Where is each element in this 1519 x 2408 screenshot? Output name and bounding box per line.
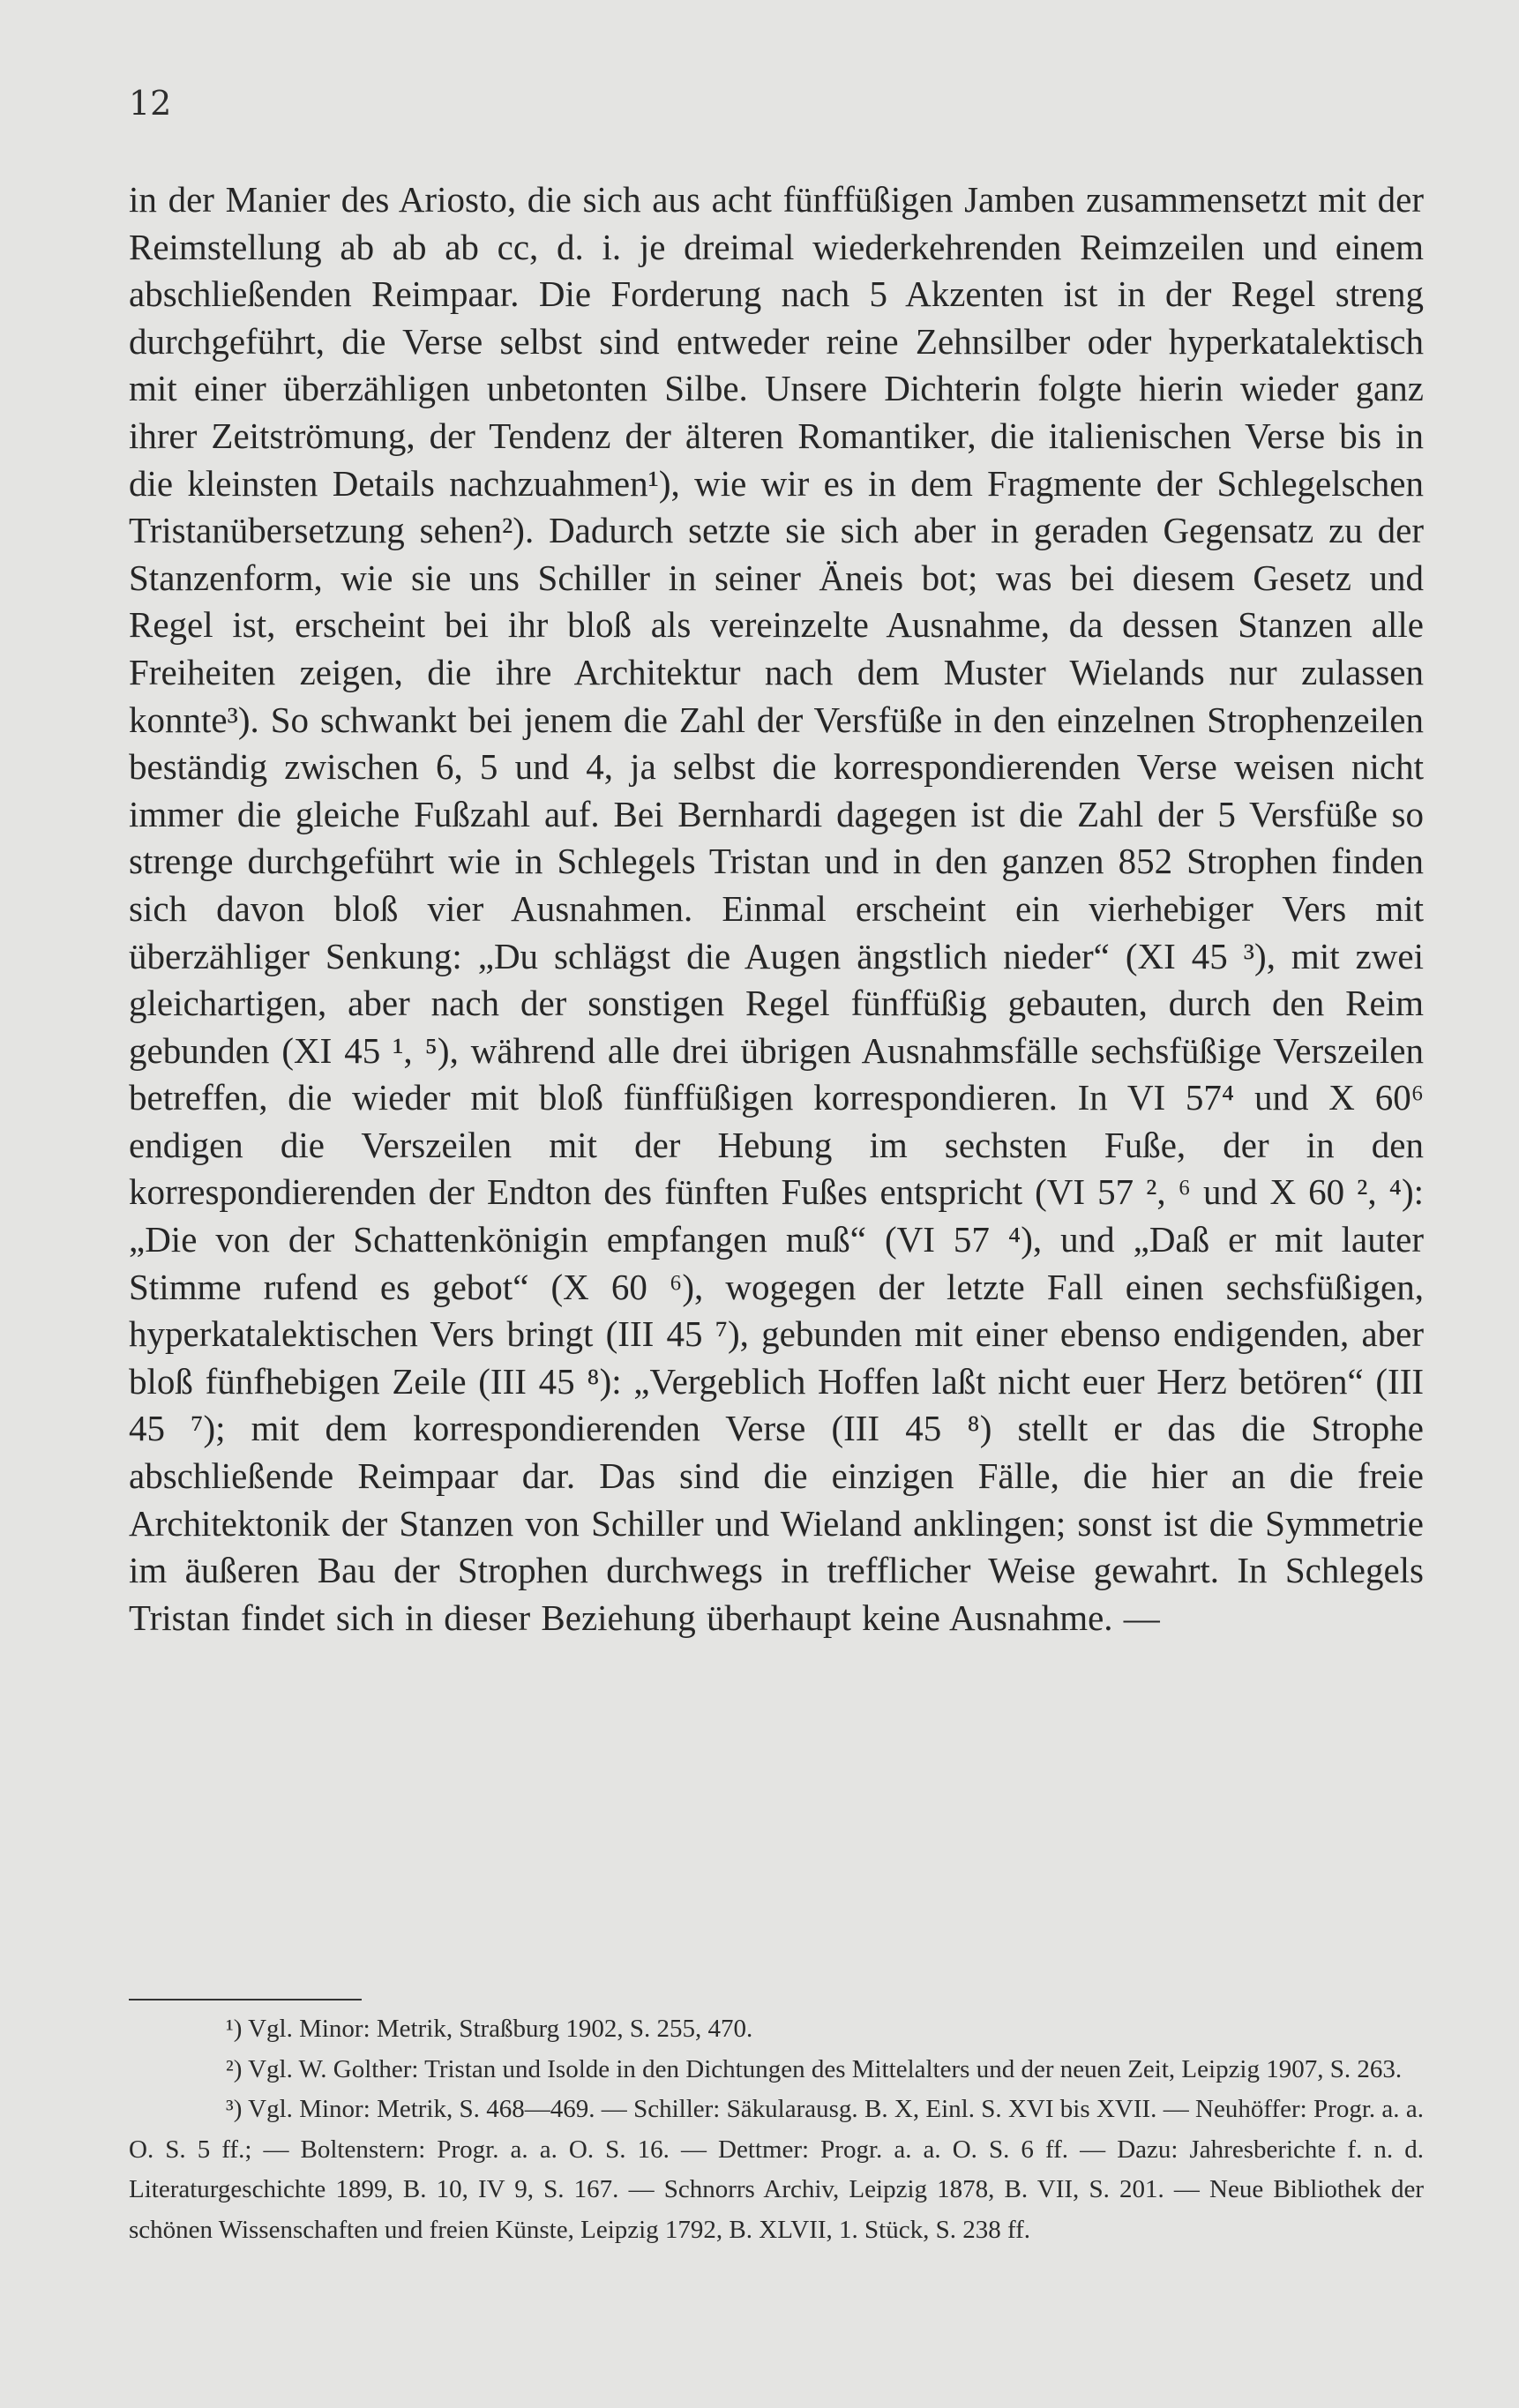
page-number: 12 <box>129 84 172 123</box>
body-paragraph: in der Manier des Ariosto, die sich aus acht fünffüßigen Jamben zusammensetzt mit der Reimstellung ab ab ab cc, d. i. je dreimal wiederkehrenden Reimzeilen und einem abschließenden Reimpaar. Die Forderung nach 5 Akzenten ist in der Regel streng durchgeführt, die Verse selbst sind entweder reine Zehnsilber oder hyperkatalektisch mit einer überzähligen unbetonten Silbe. Unsere Dichterin folgte hierin wieder ganz ihrer Zeitströmung, der Tendenz der älteren Romantiker, die italienischen Verse bis in die kleinsten Details nachzuahmen¹), wie wir es in dem Fragmente der Schlegelschen Tristanübersetzung sehen²). Dadurch setzte sie sich aber in geraden Gegensatz zu der Stanzenform, wie sie uns Schiller in seiner Äneis bot; was bei diesem Gesetz und Regel ist, erscheint bei ihr bloß als vereinzelte Ausnahme, da dessen Stanzen alle Freiheiten zeigen, die ihre Architektur nach dem Muster Wielands nur zulassen konnte³). So schwankt bei jenem die Zahl der Versfüße in den einzelnen Strophenzeilen beständig zwischen 6, 5 und 4, ja selbst die korrespondierenden Verse weisen nicht immer die gleiche Fußzahl auf. Bei Bernhardi dagegen ist die Zahl der 5 Versfüße so strenge durchgeführt wie in Schlegels Tristan und in den ganzen 852 Strophen finden sich davon bloß vier Ausnahmen. Einmal erscheint ein vierhebiger Vers mit überzähliger Senkung: „Du schlägst die Augen ängstlich nieder“ (XI 45 ³), mit zwei gleichartigen, aber nach der sonstigen Regel fünffüßig gebauten, durch den Reim gebunden (XI 45 ¹, ⁵), während alle drei übrigen Ausnahmsfälle sechsfüßige Verszeilen betreffen, die wieder mit bloß fünffüßigen korrespondieren. In VI 57⁴ und X 60⁶ endigen die Verszeilen mit der Hebung im sechsten Fuße, der in den korrespondierenden der Endton des fünften Fußes entspricht (VI 57 ², ⁶ und X 60 ², ⁴): „Die von der Schattenkönigin empfangen muß“ (VI 57 ⁴), und „Daß er mit lauter Stimme rufend es gebot“ (X 60 ⁶), wogegen der letzte Fall einen sechsfüßigen, hyperkatalektischen Vers bringt (III 45 ⁷), gebunden mit einer ebenso endigenden, aber bloß fünfhebigen Zeile (III 45 ⁸): „Vergeblich Hoffen laßt nicht euer Herz betören“ (III 45 ⁷); mit dem korrespondierenden Verse (III 45 ⁸) stellt er das die Strophe abschließende Reimpaar dar. Das sind die einzigen Fälle, die hier an die freie Architektonik der Stanzen von Schiller und Wieland anklingen; sonst ist die Symmetrie im äußeren Bau der Strophen durchwegs in trefflicher Weise gewahrt. In Schlegels Tristan findet sich in dieser Beziehung überhaupt keine Ausnahme. — <box>129 179 1424 1638</box>
footnote-divider <box>129 1999 362 2000</box>
footnote-3: ³) Vgl. Minor: Metrik, S. 468—469. — Schiller: Säkularausg. B. X, Einl. S. XVI bis XVII. — Neuhöffer: Progr. a. a. O. S. 5 ff.; — Boltenstern: Progr. a. a. O. S. 16. — Dettmer: Progr. a. a. O. S. 6 ff. — Dazu: Jahresberichte f. n. d. Literaturgeschichte 1899, B. 10, IV 9, S. 167. — Schnorrs Archiv, Leipzig 1878, B. VII, S. 201. — Neue Bibliothek der schönen Wissenschaften und freien Künste, Leipzig 1792, B. XLVII, 1. Stück, S. 238 ff. <box>129 2095 1424 2244</box>
main-text <box>129 176 1424 1641</box>
footnote-2: ²) Vgl. W. Golther: Tristan und Isolde in den Dichtungen des Mittelalters und der neuen Zeit, Leipzig 1907, S. 263. <box>226 2054 1403 2083</box>
footnote-1: ¹) Vgl. Minor: Metrik, Straßburg 1902, S. 255, 470. <box>226 2015 753 2043</box>
footnotes <box>129 2009 1424 2250</box>
